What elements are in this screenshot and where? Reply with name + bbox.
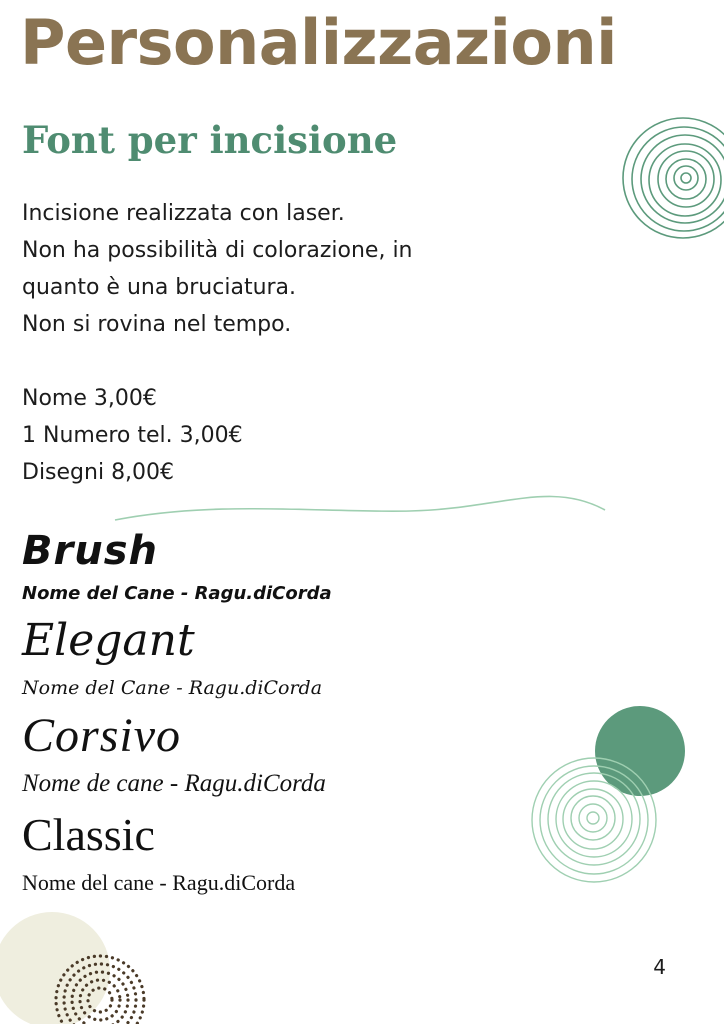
font-brush-sample: Nome del Cane - Ragu.diCorda (22, 583, 332, 604)
font-classic-title: Classic (22, 809, 155, 860)
description-line: Non si rovina nel tempo. (22, 312, 292, 337)
font-elegant-sample: Nome del Cane - Ragu.diCorda (22, 677, 323, 699)
price-item: Nome 3,00€ (22, 386, 157, 411)
font-corsivo-sample: Nome de cane - Ragu.diCorda (22, 770, 326, 797)
description-line: Incisione realizzata con laser. (22, 201, 345, 226)
section-subtitle: Font per incisione (22, 118, 398, 162)
decorative-spiral-top-right (615, 115, 724, 241)
font-corsivo-title: Corsivo (22, 709, 182, 762)
page-title: Personalizzazioni (20, 6, 617, 79)
page-number: 4 (653, 955, 666, 979)
price-item: Disegni 8,00€ (22, 460, 175, 485)
decorative-dotted-spiral (50, 950, 152, 1024)
font-classic-sample: Nome del cane - Ragu.diCorda (22, 870, 296, 895)
description-line: Non ha possibilità di colorazione, in (22, 238, 413, 263)
price-list (22, 380, 243, 491)
description-block (22, 195, 413, 343)
description-line: quanto è una bruciatura. (22, 275, 297, 300)
font-brush-title: Brush (22, 528, 158, 574)
font-elegant-title: Elegant (22, 615, 195, 666)
decorative-spiral-bottom-right (528, 755, 663, 890)
price-item: 1 Numero tel. 3,00€ (22, 423, 243, 448)
